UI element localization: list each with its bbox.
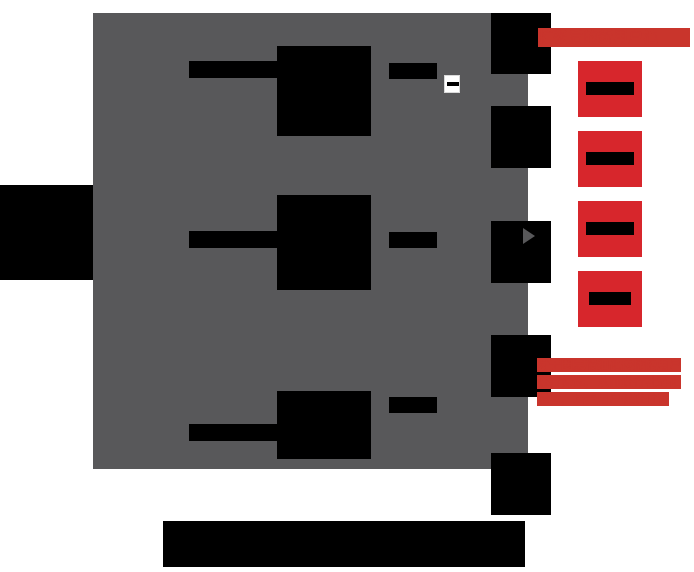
user-pool-card-1-label xyxy=(586,82,634,95)
mid-label-b xyxy=(389,232,437,248)
user-pool-card-2-label xyxy=(586,152,634,165)
user-pool-card-4-label xyxy=(589,292,631,305)
main-grey-panel xyxy=(93,13,528,469)
right-column-square-2 xyxy=(491,106,551,168)
right-column-square-3 xyxy=(491,221,551,283)
user-pool-card-3 xyxy=(578,201,642,257)
row-label-b xyxy=(189,231,277,248)
right-panel-heading: 扩张后的新用户池 xyxy=(538,28,690,47)
bottom-caption-bar xyxy=(163,521,525,567)
content-square-c xyxy=(277,391,371,459)
right-panel-description xyxy=(537,357,689,408)
user-pool-card-1 xyxy=(578,61,642,117)
right-column-square-5 xyxy=(491,453,551,515)
user-pool-card-3-label xyxy=(586,222,634,235)
flow-arrow-icon xyxy=(523,228,535,244)
content-square-a xyxy=(277,46,371,136)
mid-label-a xyxy=(389,63,437,79)
row-label-a xyxy=(189,61,277,78)
mid-label-c xyxy=(389,397,437,413)
tiny-node xyxy=(444,75,460,93)
row-label-c xyxy=(189,424,277,441)
content-square-b xyxy=(277,195,371,290)
user-pool-card-2 xyxy=(578,131,642,187)
tiny-node-bar xyxy=(447,82,459,86)
left-redacted-block xyxy=(0,185,93,280)
user-pool-card-4 xyxy=(578,271,642,327)
right-panel-description-text: 对于圈层精细化传播的用户进行筛选，从而进行社群化运营，培养用户促进付费 xyxy=(537,358,682,406)
